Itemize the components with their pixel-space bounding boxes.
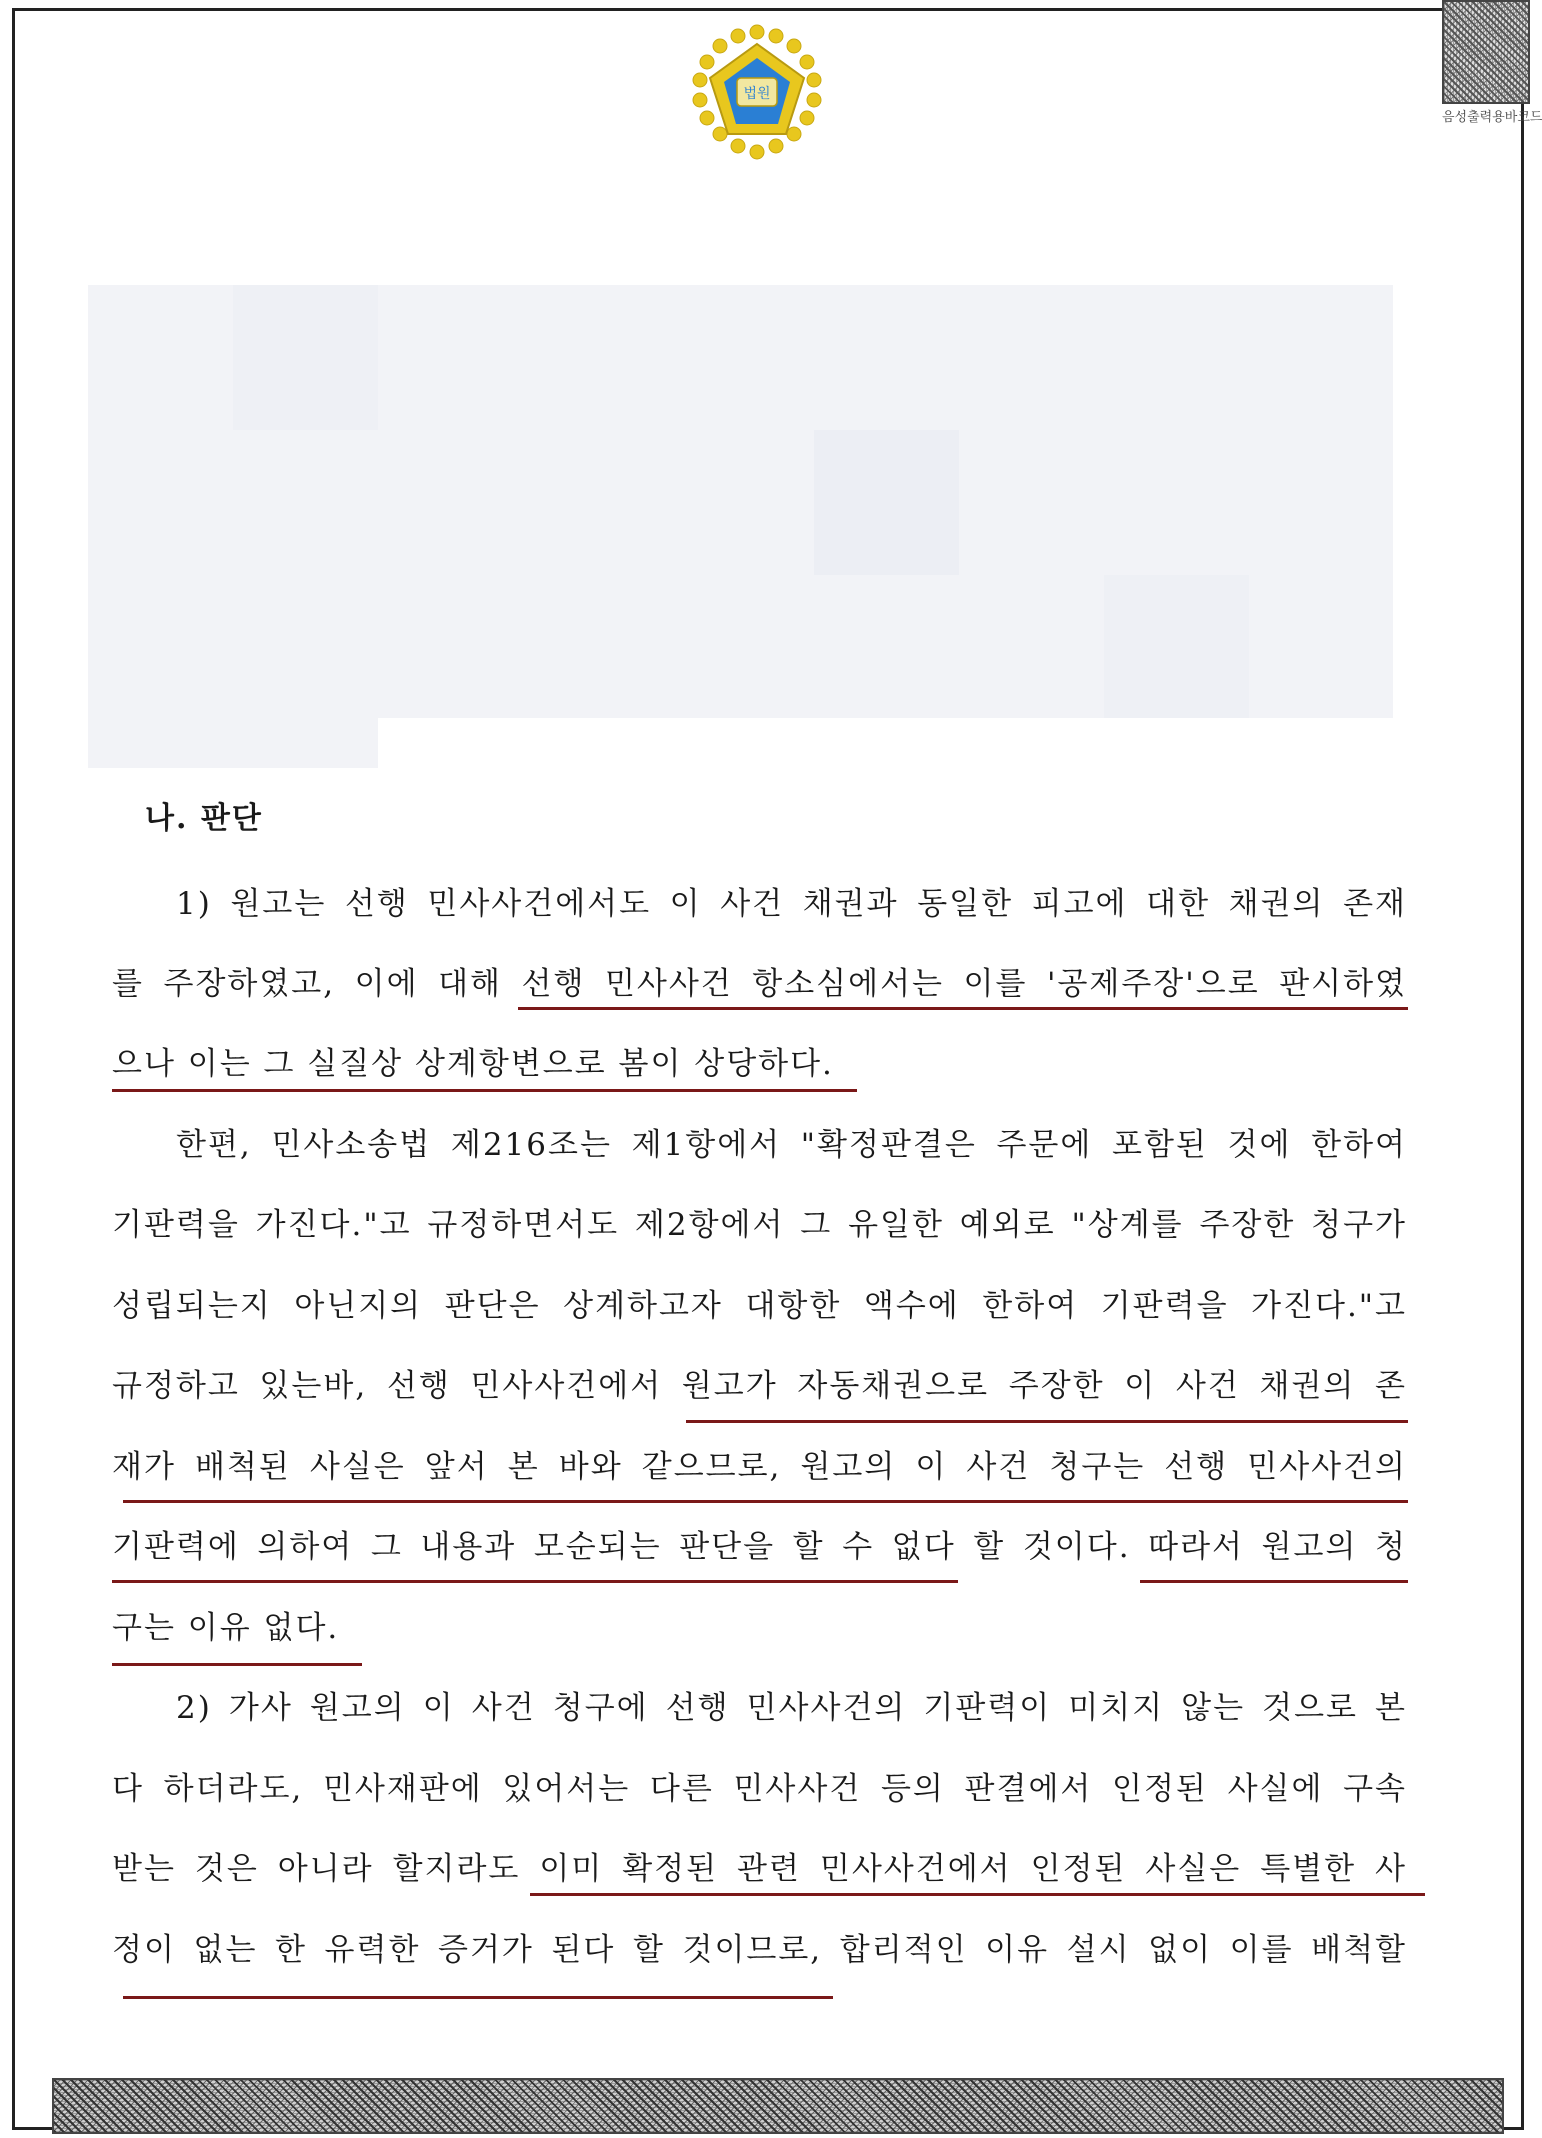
paragraph-line: 성립되는지 아닌지의 판단은 상계하고자 대항한 액수에 한하여 기판력을 가진다."고 xyxy=(112,1288,1407,1324)
paragraph-line: 정이 없는 한 유력한 증거가 된다 할 것이므로, 합리적인 이유 설시 없이 이를 배척할 xyxy=(112,1932,1407,1968)
highlight-underline xyxy=(123,1996,833,1999)
svg-text:법원: 법원 xyxy=(743,86,771,102)
paragraph-line: 기판력을 가진다."고 규정하면서도 제2항에서 그 유일한 예외로 "상계를 주장한 청구가 xyxy=(112,1207,1407,1243)
highlight-underline xyxy=(123,1500,1408,1503)
paragraph-line: 를 주장하였고, 이에 대해 선행 민사사건 항소심에서는 이를 '공제주장'으로 판시하였 xyxy=(112,966,1407,1002)
paragraph-line: 기판력에 의하여 그 내용과 모순되는 판단을 할 수 없다 할 것이다. 따라서 원고의 청 xyxy=(112,1529,1407,1565)
redacted-area-tail xyxy=(88,718,378,768)
paragraph-line: 다 하더라도, 민사재판에 있어서는 다른 민사사건 등의 판결에서 인정된 사실에 구속 xyxy=(112,1771,1407,1807)
paragraph-line: 1) 원고는 선행 민사사건에서도 이 사건 채권과 동일한 피고에 대한 채권의 존재 xyxy=(176,886,1407,922)
highlight-underline xyxy=(518,1007,1408,1010)
paragraph-line: 규정하고 있는바, 선행 민사사건에서 원고가 자동채권으로 주장한 이 사건 채권의 존 xyxy=(112,1368,1407,1404)
paragraph-line: 구는 이유 없다. xyxy=(112,1610,340,1646)
redacted-area-cell xyxy=(814,430,959,575)
highlight-underline xyxy=(530,1893,1425,1896)
highlight-underline xyxy=(1140,1580,1408,1583)
paragraph-line: 한편, 민사소송법 제216조는 제1항에서 "확정판결은 주문에 포함된 것에 한하여 xyxy=(176,1127,1407,1163)
highlight-underline xyxy=(112,1089,857,1092)
court-seal-logo xyxy=(682,20,832,170)
barcode-caption: 음성출력용바코드 xyxy=(1442,110,1542,125)
bottom-barcode-strip xyxy=(52,2078,1504,2134)
redacted-area-cell xyxy=(233,285,378,430)
paragraph-line: 재가 배척된 사실은 앞서 본 바와 같으므로, 원고의 이 사건 청구는 선행 민사사건의 xyxy=(112,1449,1407,1485)
paragraph-line: 받는 것은 아니라 할지라도 이미 확정된 관련 민사사건에서 인정된 사실은 특별한 사 xyxy=(112,1851,1407,1887)
highlight-underline xyxy=(112,1580,958,1583)
paragraph-line: 2) 가사 원고의 이 사건 청구에 선행 민사사건의 기판력이 미치지 않는 것으로 본 xyxy=(176,1690,1407,1726)
highlight-underline xyxy=(686,1420,1408,1423)
barcode-image xyxy=(1442,0,1530,104)
section-heading: 나. 판단 xyxy=(145,801,263,836)
paragraph-line: 으나 이는 그 실질상 상계항변으로 봄이 상당하다. xyxy=(112,1046,834,1082)
highlight-underline xyxy=(112,1663,362,1666)
redacted-area-cell xyxy=(1104,575,1249,718)
